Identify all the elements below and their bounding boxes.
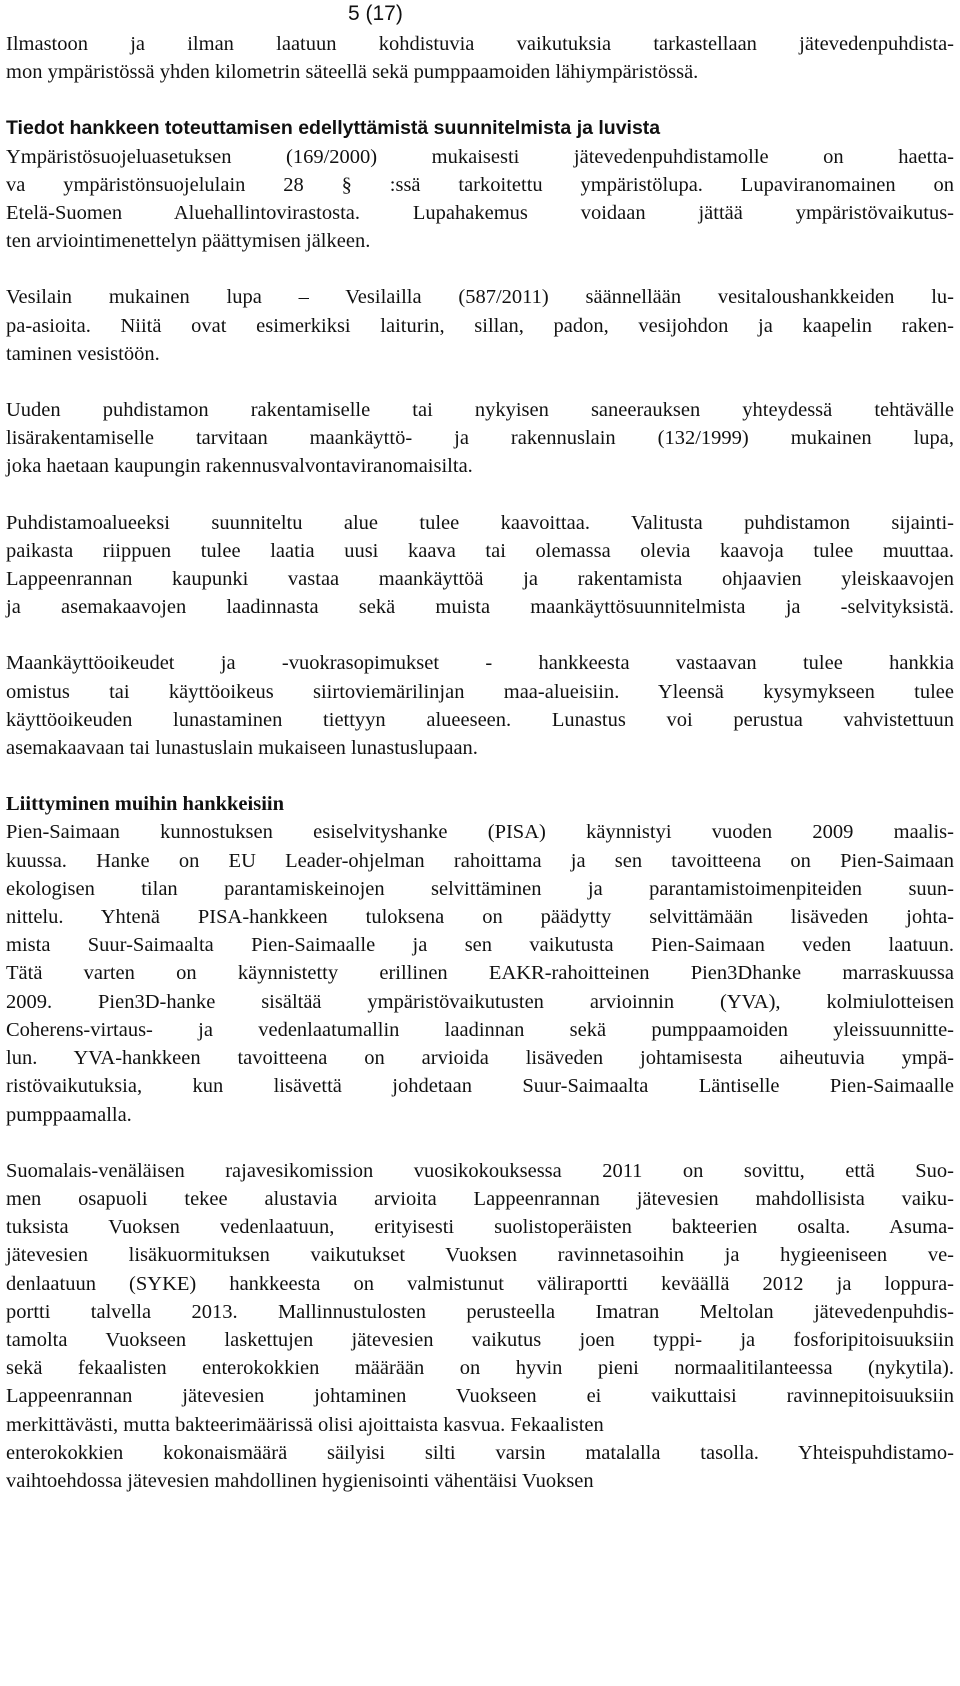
text-line: joka haetaan kaupungin rakennusvalvontaviranomaisilta. — [6, 455, 473, 478]
text-line: Pien-Saimaan kunnostuksen esiselvityshanke (PISA) käynnistyi vuoden 2009 maalis- — [6, 821, 954, 844]
text-line: Lappeenrannan jätevesien johtaminen Vuokseen ei vaikuttaisi ravinnepitoisuuksiin — [6, 1385, 954, 1408]
text-line: Ilmastoon ja ilman laatuun kohdistuvia vaikutuksia tarkastellaan jätevedenpuhdista- — [6, 33, 954, 55]
text-line: pumppaamalla. — [6, 1103, 132, 1126]
section-heading: Liittyminen muihin hankkeisiin — [6, 793, 284, 816]
text-line: tuksista Vuoksen vedenlaatuun, erityisesti suolistoperäisten bakteerien osalta. Asuma- — [6, 1216, 954, 1239]
text-line: Tätä varten on käynnistetty erillinen EAKR-rahoitteinen Pien3Dhanke marraskuussa — [6, 962, 954, 985]
text-line: enterokokkien kokonaismäärä säilyisi silti varsin matalalla tasolla. Yhteispuhdistamo- — [6, 1441, 954, 1464]
text-line: vaihtoehdossa jätevesien mahdollinen hygienisointi vähentäisi Vuoksen — [6, 1469, 594, 1492]
paragraph-related-projects — [6, 790, 954, 1128]
text-line: pa-asioita. Niitä ovat esimerkiksi laiturin, sillan, padon, vesijohdon ja kaapelin raken- — [6, 314, 954, 337]
text-line: kuussa. Hanke on EU Leader-ohjelman rahoittama ja sen tavoitteena on Pien-Saimaan — [6, 849, 954, 872]
text-line: paikasta riippuen tulee laatia uusi kaava tai olemassa olevia kaavoja tulee muuttaa. — [6, 539, 954, 562]
text-line: lisärakentamiselle tarvitaan maankäyttö- ja rakennuslain (132/1999) mukainen lupa, — [6, 427, 954, 450]
text-line: käyttöoikeuden lunastaminen tiettyyn alueeseen. Lunastus voi perustua vahvistettuun — [6, 708, 954, 731]
text-line: men osapuoli tekee alustavia arvioita Lappeenrannan jätevesien mahdollisista vaiku- — [6, 1187, 954, 1210]
text-line: ekologisen tilan parantamiskeinojen selvittäminen ja parantamistoimenpiteiden suun- — [6, 877, 954, 900]
document-body — [6, 30, 954, 1495]
paragraph-building-permit — [6, 396, 954, 481]
text-line: va ympäristönsuojelulain 28 § :ssä tarkoitettu ympäristölupa. Lupaviranomainen on — [6, 173, 954, 196]
text-line: nittelu. Yhtenä PISA-hankkeen tuloksena on päädytty selvittämään lisäveden johta- — [6, 906, 954, 929]
text-line: Vesilain mukainen lupa – Vesilailla (587/2011) säännellään vesitaloushankkeiden lu- — [6, 286, 954, 309]
text-line: portti talvella 2013. Mallinnustulosten perusteella Imatran Meltolan jätevedenpuhdis- — [6, 1300, 954, 1323]
text-line: lun. YVA-hankkeen tavoitteena on arvioida lisäveden johtamisesta aiheutuvia ympä- — [6, 1047, 954, 1070]
permits-heading: Tiedot hankkeen toteuttamisen edellyttämistä suunnitelmista ja luvista — [6, 117, 661, 140]
page-number: 5 (17) — [348, 2, 403, 25]
text-line: Suomalais-venäläisen rajavesikomission vuosikokouksessa 2011 on sovittu, että Suo- — [6, 1159, 954, 1182]
text-line: ja asemakaavojen laadinnasta sekä muista maankäyttösuunnitelmista ja -selvityksistä. — [6, 596, 954, 619]
paragraph-water-act — [6, 283, 954, 368]
text-line: asemakaavaan tai lunastuslain mukaiseen lunastuslupaan. — [6, 737, 478, 760]
text-line: denlaatuun (SYKE) hankkeesta on valmistunut väliraportti keväällä 2012 ja loppura- — [6, 1272, 954, 1295]
text-line: Uuden puhdistamon rakentamiselle tai nykyisen saneerauksen yhteydessä tehtävälle — [6, 399, 954, 422]
text-line: Etelä-Suomen Aluehallintovirastosta. Lupahakemus voidaan jättää ympäristövaikutus- — [6, 202, 954, 225]
paragraph-permits — [6, 114, 954, 255]
text-line: mon ympäristössä yhden kilometrin säteellä sekä pumppaamoiden lähiympäristössä. — [6, 61, 699, 84]
text-line: Lappeenrannan kaupunki vastaa maankäyttöä ja rakentamista ohjaavien yleiskaavojen — [6, 568, 954, 591]
text-line: tamolta Vuokseen laskettujen jätevesien vaikutus joen typpi- ja fosforipitoisuuksiin — [6, 1328, 954, 1351]
paragraph-air-quality — [6, 30, 954, 86]
text-line: taminen vesistöön. — [6, 342, 160, 365]
paragraph-zoning — [6, 509, 954, 622]
text-line: Ympäristösuojeluasetuksen (169/2000) mukaisesti jätevedenpuhdistamolle on haetta- — [6, 145, 954, 168]
paragraph-border-water-commission — [6, 1157, 954, 1495]
text-line: Coherens-virtaus- ja vedenlaatumallin laadinnan sekä pumppaamoiden yleissuunnitte- — [6, 1018, 954, 1041]
text-line: Maankäyttöoikeudet ja -vuokrasopimukset - hankkeesta vastaavan tulee hankkia — [6, 652, 954, 675]
text-line: merkittävästi, mutta bakteerimäärissä olisi ajoittaista kasvua. Fekaalisten — [6, 1413, 604, 1436]
text-line: 2009. Pien3D-hanke sisältää ympäristövaikutusten arvioinnin (YVA), kolmiulotteisen — [6, 990, 954, 1013]
text-line: ristövaikutuksia, kun lisävettä johdetaan Suur-Saimaalta Läntiselle Pien-Saimaalle — [6, 1075, 954, 1098]
text-line: jätevesien lisäkuormituksen vaikutukset Vuoksen ravinnetasoihin ja hygieeniseen ve- — [6, 1244, 954, 1267]
text-line: mista Suur-Saimaalta Pien-Saimaalle ja sen vaikutusta Pien-Saimaan veden laatuun. — [6, 934, 954, 957]
text-line: Puhdistamoalueeksi suunniteltu alue tulee kaavoittaa. Valitusta puhdistamon sijainti- — [6, 511, 954, 534]
text-line: ten arviointimenettelyn päättymisen jälkeen. — [6, 230, 371, 253]
text-line: omistus tai käyttöoikeus siirtoviemärilinjan maa-alueisiin. Yleensä kysymykseen tulee — [6, 680, 954, 703]
text-line: sekä fekaalisten enterokokkien määrään on hyvin pieni normaalitilanteessa (nykytila). — [6, 1357, 954, 1380]
paragraph-land-use-rights — [6, 649, 954, 762]
